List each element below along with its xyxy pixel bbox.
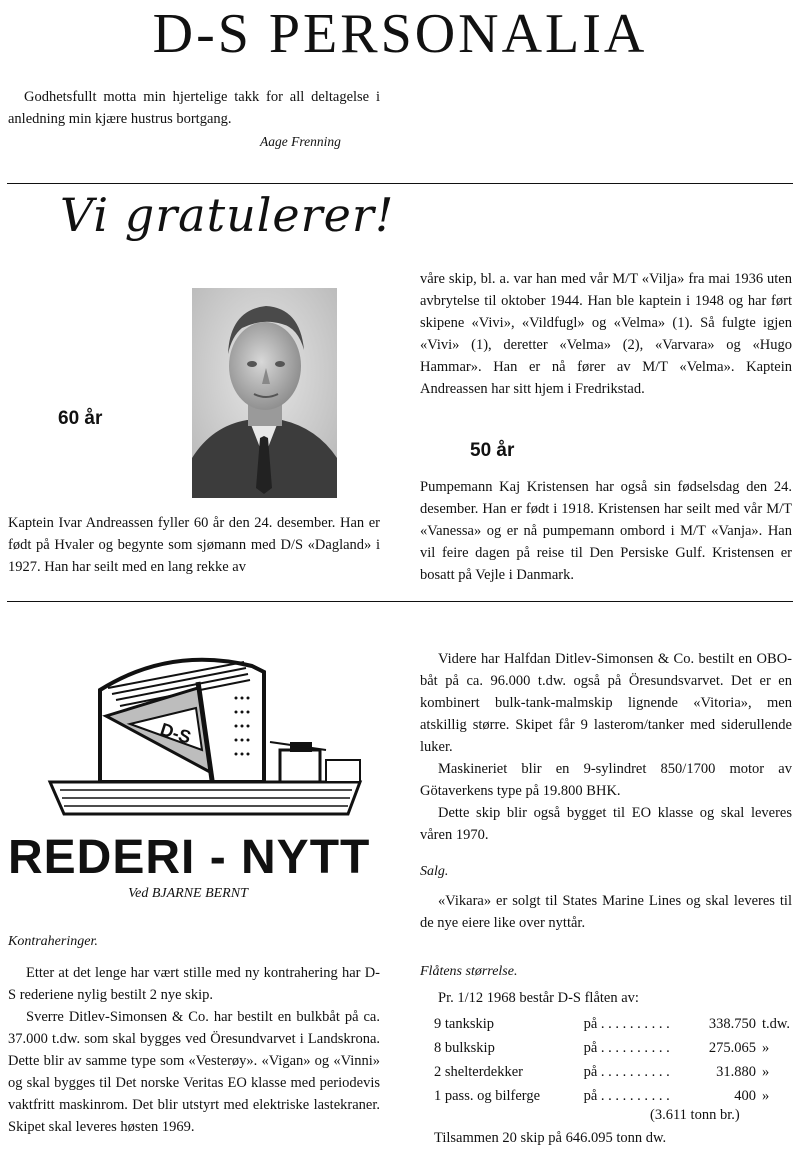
fleet-tons: 400: [734, 1087, 756, 1104]
salg-text: [420, 890, 792, 934]
byline: Ved BJARNE BERNT: [128, 886, 248, 901]
obo-text: [420, 648, 792, 846]
salg-paragraph: «Vikara» er solgt til States Marine Lines og skal leveres til de nye eiere like over nyttår.: [420, 893, 792, 931]
divider-middle: [7, 601, 793, 602]
kontra-paragraph-2: Sverre Ditlev-Simonsen & Co. har bestilt en bulkbåt på ca. 37.000 t.dw. som skal bygges ved Öresundvarvet i Landskrona. Dette blir av samme type som «Vesterøy». «Vigan» og «Vinni» og skal bygges til Det norske Veritas EO klasse med periodevis vaktfritt maskinrom. Det blir utstyrt med elektriske lastekraner. Skipet skal leveres høsten 1969.: [8, 1009, 380, 1135]
obo-paragraph-1: Videre har Halfdan Ditlev-Simonsen & Co. bestilt en OBO-båt på ca. 96.000 t.dw. også på Öresundsvarvet. Det er en kombinert bulk-tank-malmskip lignende «Vitoria», men atskillig større. Skipet får 9 lasterom/tanker med siderullende luker.: [420, 651, 792, 755]
flate-heading: Flåtens størrelse.: [420, 964, 518, 979]
fleet-tons: 275.065: [708, 1039, 756, 1056]
kontraheringer-text: [8, 962, 380, 1138]
fleet-unit: »: [761, 1039, 770, 1056]
fleet-type: 1 pass. og bilferge: [434, 1087, 541, 1104]
kristensen-paragraph: Pumpemann Kaj Kristensen har også sin fødselsdag den 24. desember. Han er født i 1918. Kristensen har seilt med vår M/T «Vanessa» og er nå pumpemann ombord i M/T «Vanja». Han vil feire dagen på reise til Den Persiske Gulf. Kristensen er bosatt på Vejle i Danmark.: [420, 479, 792, 583]
fleet-unit: t.dw.: [761, 1015, 790, 1032]
fleet-row: [434, 1084, 790, 1108]
fleet-unit: »: [761, 1063, 770, 1080]
kristensen-text: [420, 476, 792, 586]
rederi-nytt-title: REDERI - NYTT: [8, 831, 371, 884]
obo-paragraph-3: Dette skip blir også bygget til EO klasse og skal leveres våren 1970.: [420, 805, 792, 843]
fleet-table: [434, 1012, 790, 1108]
fleet-row: [434, 1012, 790, 1036]
andreassen-paragraph-start: Kaptein Ivar Andreassen fyller 60 år den 24. desember. Han er født på Hvaler og begynte som sjømann med D/S «Dagland» i 1927. Han har seilt med en lang rekke av: [8, 515, 380, 575]
obo-paragraph-2: Maskineriet blir en 9-sylindret 850/1700 motor av Götaverkens type på 19.800 BHK.: [420, 761, 792, 799]
fleet-type: 2 shelterdekker: [434, 1063, 523, 1080]
thanks-signature: Aage Frenning: [260, 134, 341, 149]
fleet-dots: på . . . . . . . . . .: [583, 1039, 670, 1056]
andreassen-text-left: [8, 512, 380, 578]
logo-ds-text: D-S: [157, 719, 194, 748]
fleet-row: [434, 1036, 790, 1060]
fleet-dots: på . . . . . . . . . .: [583, 1063, 670, 1080]
fleet-row: [434, 1060, 790, 1084]
fleet-brutto: (3.611 tonn br.): [650, 1107, 740, 1123]
ds-ship-logo: [30, 632, 375, 832]
fleet-type: 8 bulkskip: [434, 1039, 495, 1056]
fleet-unit: »: [761, 1087, 770, 1104]
fleet-dots: på . . . . . . . . . .: [583, 1087, 670, 1104]
age-60-label: 60 år: [58, 408, 103, 429]
kontra-paragraph-1: Etter at det lenge har vært stille med ny kontrahering har D-S rederiene nylig bestilt 2 nye skip.: [8, 965, 380, 1003]
age-50-label: 50 år: [470, 440, 515, 461]
andreassen-paragraph-end: våre skip, bl. a. var han med vår M/T «Vilja» fra mai 1936 uten avbrytelse til oktober 1944. Han ble kaptein i 1948 og har ført skipene «Vivi», «Vildfugl» og «Velma» (1). Så fulgte igjen «Vivi» (1), deretter «Velma» (2), «Varvara» og «Hugo Hammar». Han er nå fører av M/T «Velma». Kaptein Andreassen har sitt hjem i Fredrikstad.: [420, 271, 792, 397]
flate-intro: Pr. 1/12 1968 består D-S flåten av:: [438, 990, 639, 1006]
fleet-tons: 338.750: [708, 1015, 756, 1032]
congrats-heading: Vi gratulerer!: [60, 188, 395, 242]
divider-top: [7, 183, 793, 184]
fleet-total: Tilsammen 20 skip på 646.095 tonn dw.: [434, 1130, 667, 1146]
kontraheringer-heading: Kontraheringer.: [8, 934, 98, 949]
andreassen-text-right: [420, 268, 792, 400]
fleet-dots: på . . . . . . . . . .: [583, 1015, 670, 1032]
thanks-note: Godhetsfullt motta min hjertelige takk for all deltagelse i anledning min kjære hustrus bortgang.: [8, 89, 380, 127]
fleet-type: 9 tankskip: [434, 1015, 495, 1032]
salg-heading: Salg.: [420, 864, 449, 879]
portrait-photo: [192, 288, 337, 498]
fleet-tons: 31.880: [716, 1063, 756, 1080]
page-title: D-S PERSONALIA: [152, 3, 648, 65]
